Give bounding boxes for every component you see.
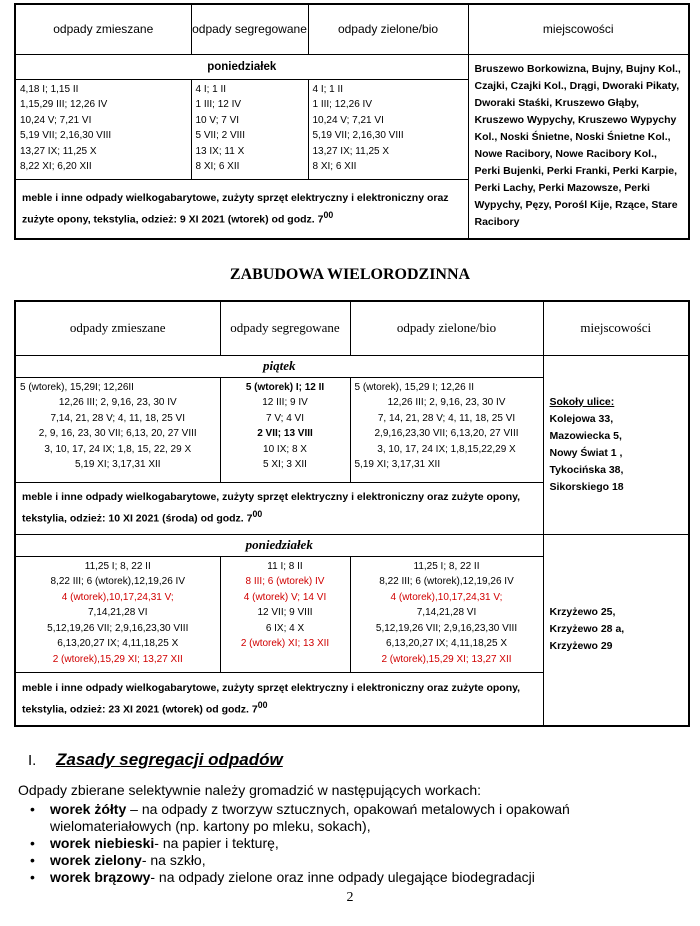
intro-text: Odpady zbierane selektywnie należy gromadzić w następujących workach: [18,782,482,798]
list-item: • worek niebieski- na papier i tekturę, [30,835,279,851]
localities-list: Bruszewo Borkowizna, Bujny, Bujny Kol., Czajki, Czajki Kol., Drągi, Dworaki Pikaty, Dworaki Staśki, Kruszewo Głąby, Kruszewo Wypychy, Kruszewo Wypychy Kol., Noski Śnietne, Noski Śnietne Kol., Nowe Racibory, Nowe Racibory Kol., Perki Bujenki, Perki Franki, Perki Karpie, Perki Lachy, Perki Mazowsze, Perki Wypychy, Pęzy, Porośl Kije, Rzące, Stare Racibory [468,54,689,239]
page-number: 2 [346,890,354,905]
localities-list: Sokoły ulice: Kolejowa 33, Mazowiecka 5, Nowy Świat 1 , Tykocińska 38, Sikorskiego 18 [543,355,689,534]
green-bio-dates: 5 (wtorek), 15,29 I; 12,26 II 12,26 III; 2, 9,16, 23, 30 IV 7, 14, 21, 28 V; 4, 11, 18, 25 VI 2,9,16,23,30 VII; 6,13,20, 27 VIII 3, 10, 17, 24 IX; 1,8,15,22,29 X 5,19 XI; 3,17,31 XII [350,377,543,482]
bullet-icon: • [30,835,35,851]
segregated-waste-dates: 11 I; 8 II 8 III; 6 (wtorek) IV 4 (wtorek) V; 14 VI 12 VII; 9 VIII 6 IX; 4 X 2 (wtorek) XI; 13 XII [220,556,350,672]
bulky-waste-note: meble i inne odpady wielkogabarytowe, zużyty sprzęt elektryczny i elektroniczny oraz zużyte opony, tekstylia, odzież: 23 XI 2021 (wtorek) od godz. $7^{00}$ [15,672,543,726]
header-green-bio: odpady zielone/bio [350,301,543,355]
day-label: poniedziałek [15,534,543,556]
schedule-table-multi-family [14,300,690,727]
day-label: piątek [15,355,543,377]
mixed-waste-dates: 4,18 I; 1,15 II 1,15,29 III; 12,26 IV 10,24 V; 7,21 VI 5,19 VII; 2,16,30 VIII 13,27 IX; 11,25 X 8,22 XI; 6,20 XII [15,79,191,179]
list-item: • worek zielony- na szkło, [30,852,206,868]
section-heading-multi-family: ZABUDOWA WIELORODZINNA [229,266,471,283]
section-title: I. Zasady segregacji odpadów [28,750,283,769]
green-bio-dates: 4 I; 1 II 1 III; 12,26 IV 10,24 V; 7,21 VI 5,19 VII; 2,16,30 VIII 13,27 IX; 11,25 X 8 XI; 6 XII [308,79,468,179]
bulky-waste-note: meble i inne odpady wielkogabarytowe, zużyty sprzęt elektryczny i elektroniczny oraz zużyte opony, tekstylia, odzież: 9 XI 2021 (wtorek) od godz. $7^{00}$ [15,179,468,239]
bullet-icon: • [30,801,35,817]
header-segregated-waste: odpady segregowane [220,301,350,355]
bag-list [30,801,690,886]
header-mixed-waste: odpady zmieszane [15,301,220,355]
header-segregated-waste: odpady segregowane [191,4,308,54]
localities-list: Krzyżewo 25, Krzyżewo 28 a, Krzyżewo 29 [543,534,689,726]
header-mixed-waste: odpady zmieszane [15,4,191,54]
segregated-waste-dates: 4 I; 1 II 1 III; 12 IV 10 V; 7 VI 5 VII; 2 VIII 13 IX; 11 X 8 XI; 6 XII [191,79,308,179]
header-localities: miejscowości [468,4,689,54]
header-green-bio: odpady zielone/bio [308,4,468,54]
bullet-icon: • [30,852,35,868]
day-label: poniedziałek [15,54,468,79]
header-localities: miejscowości [543,301,689,355]
green-bio-dates: 11,25 I; 8, 22 II 8,22 III; 6 (wtorek),12,19,26 IV 4 (wtorek),10,17,24,31 V; 7,14,21,28 VI 5,12,19,26 VII; 2,9,16,23,30 VIII 6,13,20,27 IX; 4,11,18,25 X 2 (wtorek),15,29 XI; 13,27 XII [350,556,543,672]
mixed-waste-dates: 5 (wtorek), 15,29I; 12,26II 12,26 III; 2, 9,16, 23, 30 IV 7,14, 21, 28 V; 4, 11, 18, 25 VI 2, 9, 16, 23, 30 VII; 6,13, 20, 27 VIII 3, 10, 17, 24 IX; 1,8, 15, 22, 29 X 5,19 XI; 3,17,31 XII [15,377,220,482]
segregated-waste-dates: 5 (wtorek) I; 12 II 12 III; 9 IV 7 V; 4 VI 2 VII; 13 VIII 10 IX; 8 X 5 XI; 3 XII [220,377,350,482]
list-item: • worek brązowy- na odpady zielone oraz inne odpady ulegające biodegradacji [30,869,535,885]
schedule-table-single-family [14,3,690,240]
bulky-waste-note: meble i inne odpady wielkogabarytowe, zużyty sprzęt elektryczny i elektroniczny oraz zużyte opony, tekstylia, odzież: 10 XI 2021 (środa) od godz. $7^{00}$ [15,482,543,534]
mixed-waste-dates: 11,25 I; 8, 22 II 8,22 III; 6 (wtorek),12,19,26 IV 4 (wtorek),10,17,24,31 V; 7,14,21,28 VI 5,12,19,26 VII; 2,9,16,23,30 VIII 6,13,20,27 IX; 4,11,18,25 X 2 (wtorek),15,29 XI; 13,27 XII [15,556,220,672]
list-item: • worek żółty – na odpady z tworzyw sztucznych, opakowań metalowych i opakowań wielomateriałowych (np. kartony po mleku, sokach), [30,801,570,834]
bullet-icon: • [30,869,35,885]
